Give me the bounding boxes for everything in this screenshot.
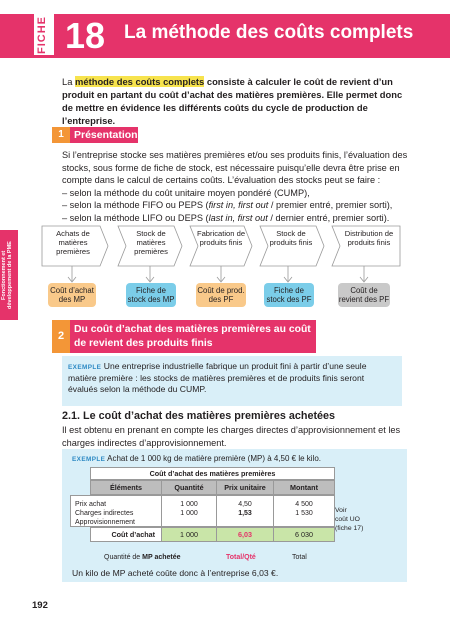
subsection-title: 2.1. Le coût d’achat des matières premières achetées <box>62 410 336 422</box>
row-charges: Charges indirectes <box>75 510 134 518</box>
note-line-2: coût UO <box>335 515 360 523</box>
total-unit-price: 6,03 <box>216 527 274 542</box>
example-box-1 <box>62 356 402 406</box>
example-2-label: EXEMPLE <box>72 456 106 463</box>
note-line-3: (fiche 17) <box>335 524 364 532</box>
intro-bold: donc de mettre en évidence les différents coûts du cycle de production de l’entreprise. <box>62 88 403 126</box>
section-2-title <box>70 320 316 353</box>
box-cout-achat: Coût d’achat des MP <box>48 283 96 307</box>
example-label: EXEMPLE <box>68 364 102 371</box>
bullet-lifo-b: / dernier entré, premier sorti). <box>267 212 390 223</box>
foot-qty-prefix: Quantité de <box>104 554 143 561</box>
foot-label-total: Total <box>292 554 307 561</box>
bullet-lifo-a: – selon la méthode LIFO ou DEPS ( <box>62 212 209 223</box>
foot-label-total-qty: Total/Qté <box>226 554 256 561</box>
box-cout-revient: Coût de revient des PF <box>338 283 390 307</box>
box-cout-prod: Coût de prod. des PF <box>196 283 246 307</box>
foot-qty-bold: MP achetée <box>142 554 181 561</box>
flow-node-2: Stock de matières premières <box>134 229 168 257</box>
subsection-paragraph: Il est obtenu en prenant en compte les charges directes d’approvisionnement et les charges indirectes d’approvisionnement. <box>62 425 401 448</box>
side-tab-label: Fonctionnement et développement de la PME <box>1 241 14 309</box>
bullet-fifo-a: – selon la méthode FIFO ou PEPS ( <box>62 200 209 211</box>
bullet-fifo-b: / premier entré, premier sorti), <box>268 200 393 211</box>
table-body-quantity <box>161 495 217 527</box>
page-title: La méthode des coûts complets <box>124 22 414 43</box>
flow-node-1: Achats de matières premières <box>56 229 90 257</box>
qty-row-2: 1 000 <box>180 510 198 518</box>
section-2-title-line-1: Du coût d’achat des matières premières au coût <box>74 324 311 335</box>
fiche-label: FICHE <box>36 16 48 54</box>
bullet-cump: – selon la méthode du coût unitaire moyen pondéré (CUMP), <box>62 187 310 198</box>
section-1-title: Présentation <box>70 127 138 143</box>
note-cout-uo <box>335 507 363 533</box>
table-header-unit-price: Prix unitaire <box>216 480 274 495</box>
total-label: Coût d’achat <box>90 527 162 542</box>
total-amount: 6 030 <box>273 527 335 542</box>
table-header-amount: Montant <box>273 480 335 495</box>
table-body-elements <box>70 495 162 527</box>
row-approvisionnement: Approvisionnement <box>75 519 135 527</box>
table-title: Coût d’achat des matières premières <box>90 467 335 480</box>
amount-row-1: 4 500 <box>295 501 313 508</box>
intro-prefix: La <box>62 76 76 87</box>
fiche-number: 18 <box>54 14 116 58</box>
bullet-lifo-i: last in, first out <box>208 212 268 223</box>
bullet-fifo-i: first in, first out <box>208 200 269 211</box>
qty-row-1: 1 000 <box>180 501 198 508</box>
intro-rest: consiste à calculer le coût de revient d’un produit en partant du coût d’achat des matières premières. Elle permet <box>62 76 393 100</box>
intro-highlight: méthode des coûts complets <box>75 76 205 87</box>
section-2-number: 2 <box>52 320 70 353</box>
pu-row-2: 1,53 <box>238 510 252 518</box>
section-1-number: 1 <box>52 127 70 143</box>
section-2-title-line-2: de revient des produits finis <box>74 337 213 349</box>
flow-node-5: Distribution de produits finis <box>344 229 394 248</box>
example-2-conclusion: Un kilo de MP acheté coûte donc à l’entreprise 6,03 €. <box>72 568 279 578</box>
example-2-text: Achat de 1 000 kg de matière première (MP) à 4,50 € le kilo. <box>107 454 322 463</box>
flow-node-3: Fabrication de produits finis <box>196 229 246 248</box>
note-line-1: Voir <box>335 507 347 514</box>
table-header-elements: Éléments <box>90 480 162 495</box>
section-1-intro: Si l’entreprise stocke ses matières premières et/ou ses produits finis, l’évaluation des stocks, sous forme de fiche de stock, est nécessaire puisqu’elle devra être prise en compte dans le calcul de certains coûts. L’évaluation des stocks peut se faire : <box>62 150 408 186</box>
example-2-header <box>72 454 321 463</box>
flow-node-4: Stock de produits finis <box>269 229 313 248</box>
amount-row-2: 1 530 <box>295 510 313 518</box>
box-fiche-pf: Fiche de stock des PF <box>264 283 314 307</box>
pu-row-1: 4,50 <box>238 501 252 508</box>
total-qty: 1 000 <box>161 527 217 542</box>
row-prix-achat: Prix achat <box>75 501 107 508</box>
example-1-text: Une entreprise industrielle fabrique un produit fini à partir d’une seule matière première : les stocks de matières premières et de produits finis seront évalués selon la méthode du CUMP. <box>68 361 367 395</box>
table-body-amount <box>273 495 335 527</box>
page-number: 192 <box>32 600 48 611</box>
table-body-unit-price <box>216 495 274 527</box>
box-fiche-mp: Fiche de stock des MP <box>126 283 176 307</box>
table-header-quantity: Quantité <box>161 480 217 495</box>
foot-label-qty <box>104 554 181 561</box>
